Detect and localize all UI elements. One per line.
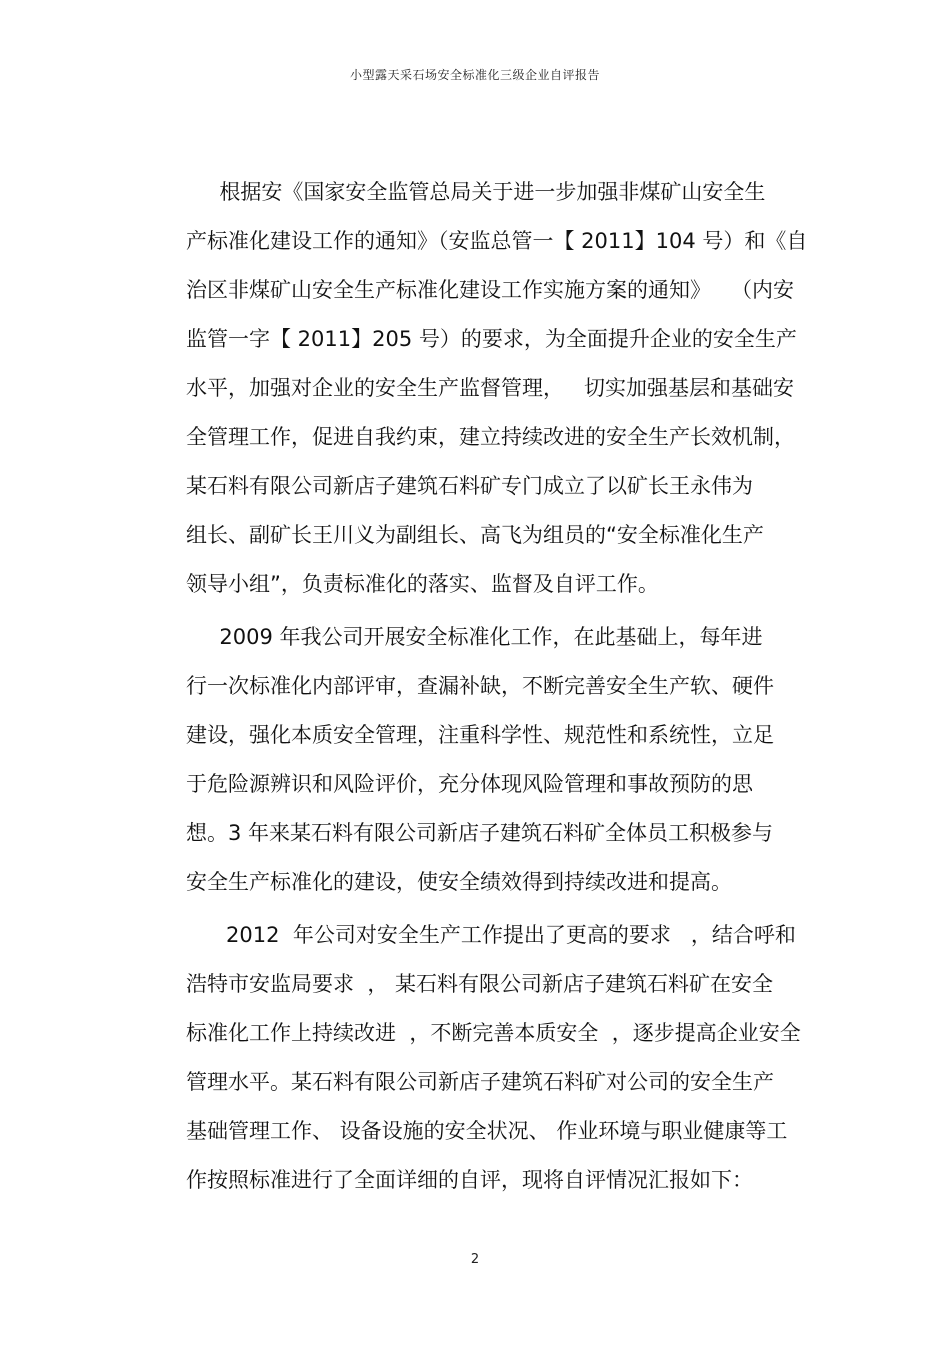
text-line: 作按照标准进行了全面详细的自评，现将自评情况汇报如下：	[186, 1168, 753, 1192]
text-line: 想。3 年来某石料有限公司新店子建筑石料矿全体员工积极参与	[186, 821, 774, 845]
text-line: 2012 年公司对安全生产工作提出了更高的要求 ，结合呼和	[186, 923, 796, 947]
text-line: 治区非煤矿山安全生产标准化建设工作实施方案的通知》 （内安	[186, 278, 795, 302]
text-line: 领导小组”，负责标准化的落实、监督及自评工作。	[186, 572, 659, 596]
text-line: 全管理工作，促进自我约束，建立持续改进的安全生产长效机制，	[186, 425, 795, 449]
text-line: 2009 年我公司开展安全标准化工作，在此基础上，每年进	[186, 625, 763, 649]
paragraph-2009	[186, 623, 806, 917]
paragraph-intro	[186, 178, 806, 619]
page-header-title: 小型露天采石场安全标准化三级企业自评报告	[349, 68, 600, 82]
page-number: 2	[470, 1252, 480, 1267]
text-line: 水平，加强对企业的安全生产监督管理， 切实加强基层和基础安	[186, 376, 795, 400]
paragraph-2012	[186, 921, 806, 1215]
text-line: 浩特市安监局要求 ， 某石料有限公司新店子建筑石料矿在安全	[186, 972, 774, 996]
text-line: 基础管理工作、 设备设施的安全状况、 作业环境与职业健康等工	[186, 1119, 788, 1143]
report-body	[186, 178, 806, 1215]
text-line: 监管一字【 2011】205 号）的要求，为全面提升企业的安全生产	[186, 327, 797, 351]
text-line: 根据安《国家安全监管总局关于进一步加强非煤矿山安全生	[186, 180, 766, 204]
text-line: 产标准化建设工作的通知》（安监总管一【 2011】104 号）和《自	[186, 229, 808, 253]
text-line: 某石料有限公司新店子建筑石料矿专门成立了以矿长王永伟为	[186, 474, 753, 498]
text-line: 行一次标准化内部评审，查漏补缺，不断完善安全生产软、硬件	[186, 674, 774, 698]
text-line: 组长、副矿长王川义为副组长、高飞为组员的“安全标准化生产	[186, 523, 764, 547]
text-line: 建设，强化本质安全管理，注重科学性、规范性和系统性，立足	[186, 723, 774, 747]
text-line: 标准化工作上持续改进 ，不断完善本质安全 ，逐步提高企业安全	[186, 1021, 801, 1045]
text-line: 安全生产标准化的建设，使安全绩效得到持续改进和提高。	[186, 870, 732, 894]
text-line: 管理水平。某石料有限公司新店子建筑石料矿对公司的安全生产	[186, 1070, 774, 1094]
text-line: 于危险源辨识和风险评价，充分体现风险管理和事故预防的思	[186, 772, 753, 796]
